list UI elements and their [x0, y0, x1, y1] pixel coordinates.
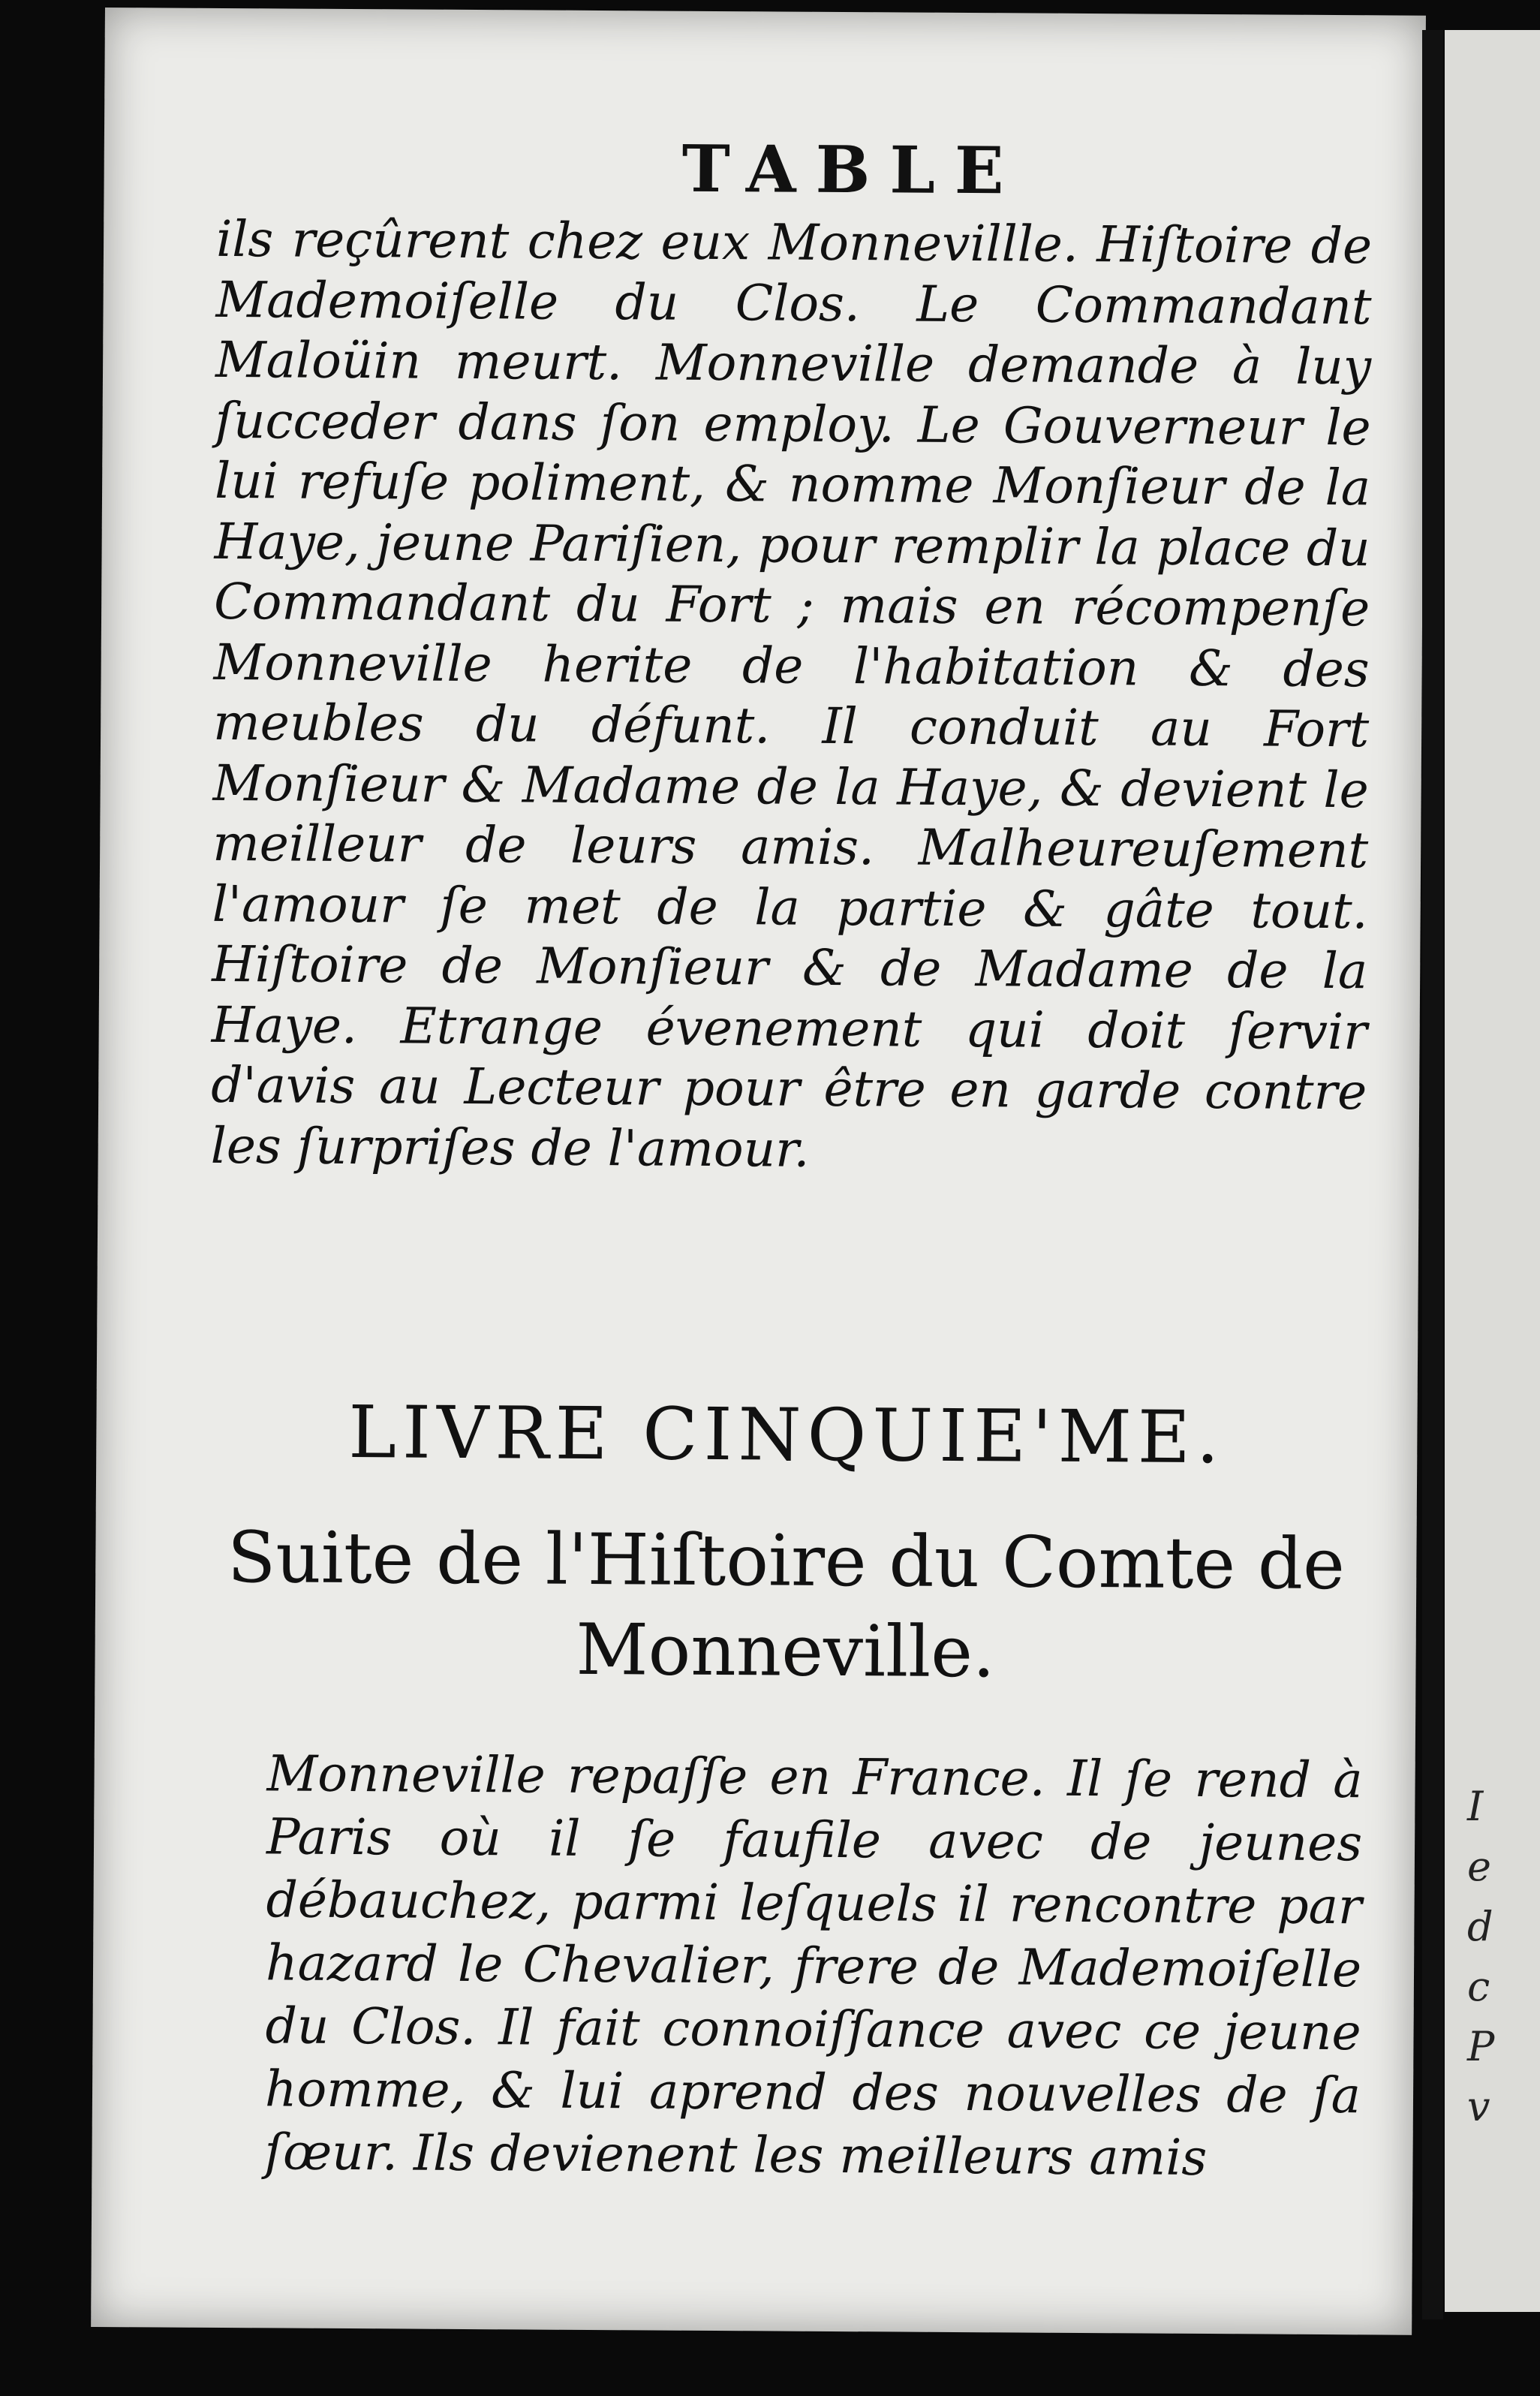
facing-page-fragment: v	[1467, 2083, 1490, 2130]
page-content	[210, 8, 1388, 2187]
book-heading: LIVRE CINQUIE'ME.	[347, 1390, 1226, 1480]
running-head: TABLE	[681, 131, 1024, 209]
facing-page-fragment: P	[1467, 2023, 1495, 2070]
facing-page-fragment: c	[1467, 1963, 1490, 2010]
facing-page-fragment: e	[1467, 1843, 1491, 1890]
facing-page-edge	[1445, 30, 1540, 2312]
book-gutter	[1422, 30, 1443, 2319]
facing-page-fragment: I	[1467, 1783, 1484, 1830]
table-entry-text-2: Monneville repaſſe en France. Il ſe rend à Paris où il ſe faufile avec de jeunes débauchez, parmi leſquels il rencontre par hazard le Chevalier, frere de Mademoiſelle du Clos. Il fait connoiſſance avec ce jeune homme, & lui aprend des nouvelles de ſa ſœur. Ils devienent les meilleurs amis	[264, 1744, 1363, 2187]
facing-page-fragment: d	[1467, 1903, 1493, 1950]
table-entry-text: ils reçûrent chez eux Monnevillle. Hiſtoire de Mademoiſelle du Clos. Le Commandant Maloüin meurt. Monneville demande à luy ſucceder dans ſon employ. Le Gouverneur le lui refuſe poliment, & nomme Monſieur de la Haye, jeune Pariſien, pour remplir la place du Commandant du Fort ; mais en récompenſe Monneville herite de l'habitation & des meubles du défunt. Il conduit au Fort Monſieur & Madame de la Haye, & devient le meilleur de leurs amis. Malheureuſement l'amour ſe met de la partie & gâte tout. Hiſtoire de Monſieur & de Madame de la Haye. Etrange évenement qui doit ſervir d'avis au Lecteur pour être en garde contre les ſurpriſes de l'amour.	[210, 209, 1373, 1178]
book-subheading: Suite de l'Hiſtoire du Comte de Monneville.	[227, 1517, 1346, 1694]
book-page	[91, 8, 1426, 2335]
